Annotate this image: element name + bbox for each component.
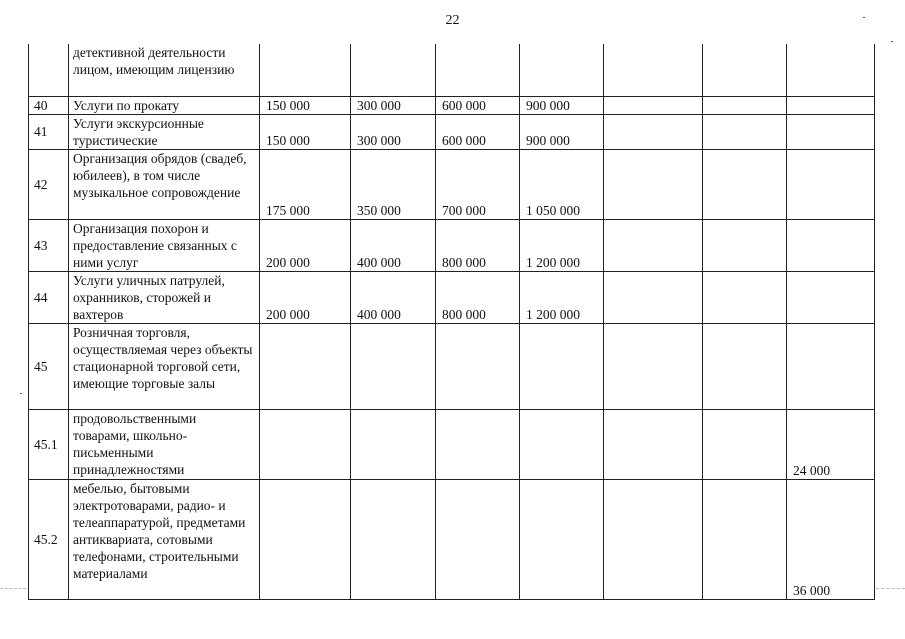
value-cell bbox=[703, 323, 787, 409]
value-cell bbox=[351, 479, 436, 599]
value-cell: 150 000 bbox=[260, 96, 351, 114]
table-row bbox=[29, 409, 875, 479]
row-name: детективной деятельности лицом, имеющим лицензию bbox=[69, 44, 260, 96]
page-number: 22 bbox=[445, 13, 460, 28]
value-cell: 150 000 bbox=[260, 114, 351, 149]
value-cell bbox=[520, 479, 604, 599]
value-cell: 36 000 bbox=[787, 479, 875, 599]
scan-speck bbox=[891, 41, 893, 42]
value-cell bbox=[787, 149, 875, 219]
value-cell bbox=[436, 409, 520, 479]
value-cell: 200 000 bbox=[260, 271, 351, 323]
value-cell: 800 000 bbox=[436, 219, 520, 271]
value-cell bbox=[703, 44, 787, 96]
row-name: Услуги уличных патрулей, охранников, сторожей и вахтеров bbox=[69, 271, 260, 323]
value-cell: 200 000 bbox=[260, 219, 351, 271]
value-cell bbox=[436, 479, 520, 599]
row-name: Организация обрядов (свадеб, юбилеев), в том числе музыкальное сопровождение bbox=[69, 149, 260, 219]
scan-line bbox=[876, 588, 905, 589]
value-cell bbox=[703, 219, 787, 271]
value-cell: 350 000 bbox=[351, 149, 436, 219]
value-cell: 600 000 bbox=[436, 96, 520, 114]
value-cell: 800 000 bbox=[436, 271, 520, 323]
value-cell: 24 000 bbox=[787, 409, 875, 479]
row-number bbox=[29, 44, 69, 96]
value-cell bbox=[787, 96, 875, 114]
value-cell bbox=[787, 219, 875, 271]
value-cell bbox=[436, 323, 520, 409]
value-cell: 400 000 bbox=[351, 271, 436, 323]
row-name: Розничная торговля, осуществляемая через объекты стационарной торговой сети, имеющие торговые залы bbox=[69, 323, 260, 409]
row-name: мебелью, бытовыми электротоварами, радио- и телеаппаратурой, предметами антиквариата, сотовыми телефонами, строительными материалами bbox=[69, 479, 260, 599]
value-cell bbox=[260, 44, 351, 96]
value-cell bbox=[436, 44, 520, 96]
value-cell bbox=[604, 409, 703, 479]
value-cell bbox=[604, 114, 703, 149]
value-cell bbox=[520, 409, 604, 479]
value-cell: 600 000 bbox=[436, 114, 520, 149]
row-number: 43 bbox=[29, 219, 69, 271]
value-cell bbox=[520, 44, 604, 96]
row-number: 45.2 bbox=[29, 479, 69, 599]
value-cell bbox=[787, 44, 875, 96]
table-row bbox=[29, 149, 875, 219]
row-name: Услуги экскурсионные туристические bbox=[69, 114, 260, 149]
table-row bbox=[29, 96, 875, 114]
row-name: Организация похорон и предоставление связанных с ними услуг bbox=[69, 219, 260, 271]
value-cell bbox=[703, 479, 787, 599]
row-number: 44 bbox=[29, 271, 69, 323]
table-row bbox=[29, 114, 875, 149]
table-row bbox=[29, 479, 875, 599]
value-cell bbox=[604, 219, 703, 271]
table-row bbox=[29, 271, 875, 323]
row-name: продовольственными товарами, школьно-письменными принадлежностями bbox=[69, 409, 260, 479]
row-number: 45.1 bbox=[29, 409, 69, 479]
row-number: 42 bbox=[29, 149, 69, 219]
value-cell bbox=[260, 323, 351, 409]
value-cell: 400 000 bbox=[351, 219, 436, 271]
value-cell bbox=[260, 479, 351, 599]
value-cell: 300 000 bbox=[351, 114, 436, 149]
value-cell: 700 000 bbox=[436, 149, 520, 219]
table-row bbox=[29, 219, 875, 271]
value-cell bbox=[351, 409, 436, 479]
row-number: 41 bbox=[29, 114, 69, 149]
value-cell bbox=[351, 44, 436, 96]
scan-line bbox=[0, 588, 26, 589]
value-cell bbox=[703, 271, 787, 323]
value-cell: 1 200 000 bbox=[520, 271, 604, 323]
value-cell bbox=[604, 479, 703, 599]
value-cell bbox=[604, 323, 703, 409]
value-cell bbox=[787, 323, 875, 409]
row-number: 40 bbox=[29, 96, 69, 114]
value-cell: 175 000 bbox=[260, 149, 351, 219]
row-number: 45 bbox=[29, 323, 69, 409]
tariff-table bbox=[28, 44, 875, 600]
table-row bbox=[29, 323, 875, 409]
value-cell bbox=[703, 96, 787, 114]
value-cell bbox=[604, 44, 703, 96]
value-cell bbox=[604, 149, 703, 219]
scan-speck bbox=[20, 393, 22, 394]
value-cell: 1 200 000 bbox=[520, 219, 604, 271]
value-cell bbox=[703, 114, 787, 149]
value-cell bbox=[604, 271, 703, 323]
scan-speck bbox=[863, 17, 865, 18]
value-cell: 300 000 bbox=[351, 96, 436, 114]
table-row bbox=[29, 44, 875, 96]
value-cell bbox=[520, 323, 604, 409]
row-name: Услуги по прокату bbox=[69, 96, 260, 114]
value-cell bbox=[260, 409, 351, 479]
value-cell bbox=[787, 114, 875, 149]
value-cell bbox=[703, 409, 787, 479]
value-cell: 900 000 bbox=[520, 96, 604, 114]
value-cell bbox=[604, 96, 703, 114]
value-cell: 1 050 000 bbox=[520, 149, 604, 219]
value-cell bbox=[787, 271, 875, 323]
value-cell: 900 000 bbox=[520, 114, 604, 149]
value-cell bbox=[703, 149, 787, 219]
value-cell bbox=[351, 323, 436, 409]
